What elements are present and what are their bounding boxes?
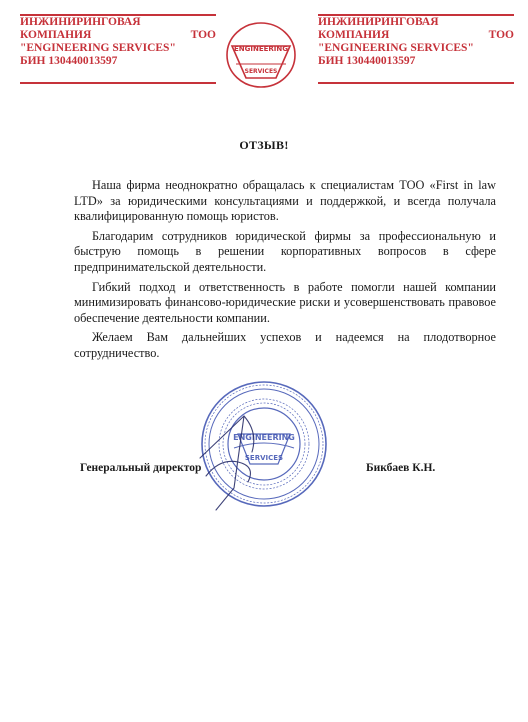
signatory-role: Генеральный директор [80, 462, 202, 474]
letterhead-right [318, 16, 514, 68]
letterhead-left [20, 16, 216, 68]
body-paragraph: Гибкий подход и ответственность в работе помогли нашей компании минимизировать финансово-юридические риски и усовершенствовать правовое обеспечение деятельности компании. [74, 279, 496, 325]
letterhead-line: ИНЖИНИРИНГОВАЯ [318, 16, 439, 28]
letterhead-bin: БИН 130440013597 [20, 55, 118, 67]
logo-bottom-text: SERVICES [244, 68, 278, 75]
logo-top-text: ENGINEERING [233, 45, 289, 53]
letterhead-company-name: "ENGINEERING SERVICES" [20, 42, 176, 54]
body-paragraph: Желаем Вам дальнейших успехов и надеемся на плодотворное сотрудничество. [74, 330, 496, 360]
letterhead-rule [318, 82, 514, 84]
letterhead-row [318, 29, 514, 42]
document-body [74, 178, 496, 366]
document-title: ОТЗЫВ! [239, 138, 289, 152]
company-logo [224, 20, 298, 90]
letterhead-line: КОМПАНИЯ [318, 29, 390, 41]
body-paragraph: Благодарим сотрудников юридической фирмы за профессиональную и быструю помощь в решении корпоративных вопросов в сфере предпринимательской деятельности. [74, 228, 496, 274]
stamp-center-bottom: SERVICES [244, 454, 284, 462]
letterhead-line: ИНЖИНИРИНГОВАЯ [20, 16, 141, 28]
letterhead-row [20, 29, 216, 42]
letterhead-line: КОМПАНИЯ [20, 29, 92, 41]
letterhead-org-form: ТОО [488, 29, 514, 41]
letterhead-rule [20, 82, 216, 84]
stamp-center-top: ENGINEERING [233, 433, 295, 442]
letterhead-bin: БИН 130440013597 [318, 55, 416, 67]
letterhead-company-name: "ENGINEERING SERVICES" [318, 42, 474, 54]
handwritten-signature [186, 392, 306, 512]
body-paragraph: Наша фирма неоднократно обращалась к специалистам ТОО «First in law LTD» за юридическими консультациями и поддержкой, и всегда получала квалифицированную помощь юристов. [74, 178, 496, 224]
signatory-name: Бикбаев К.Н. [366, 462, 436, 474]
letterhead-org-form: ТОО [190, 29, 216, 41]
